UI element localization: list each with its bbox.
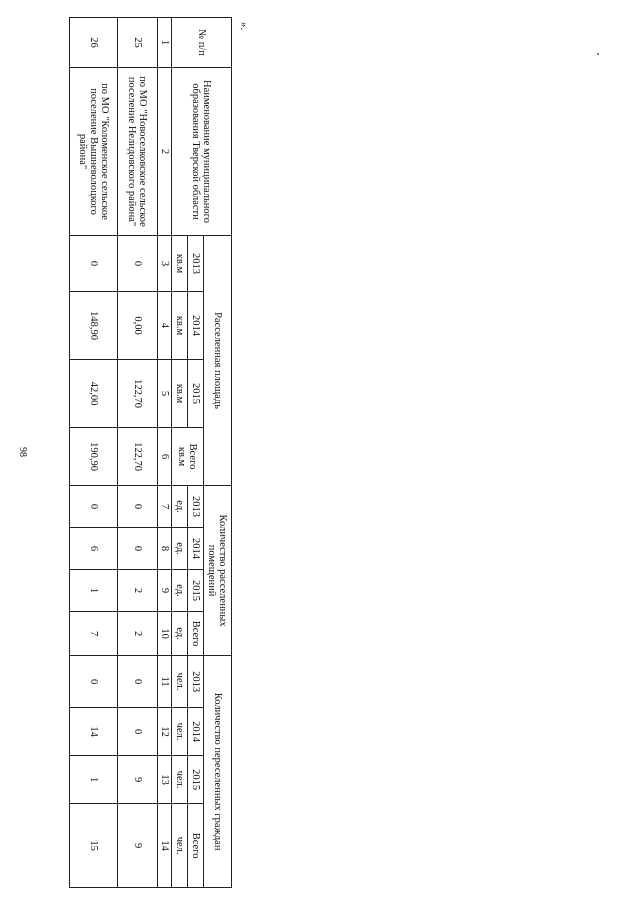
unit-citizens-total: чел. — [172, 804, 188, 888]
resettlement-table — [69, 17, 232, 888]
header-citizens-2015: 2015 — [188, 756, 204, 804]
header-citizens-group: Количество переселенных граждан — [204, 656, 232, 888]
header-premises-total: Всего — [188, 612, 204, 656]
unit-premises-2013: ед. — [172, 486, 188, 528]
cell-premises-total: 2 — [118, 612, 158, 656]
closing-mark: ». — [238, 21, 250, 31]
col-number: 2 — [158, 68, 172, 236]
header-num: № п/п — [172, 18, 232, 68]
col-number: 4 — [158, 292, 172, 360]
cell-citizens-2014: 14 — [70, 708, 118, 756]
cell-area-2013: 0 — [118, 236, 158, 292]
col-number: 5 — [158, 360, 172, 428]
unit-area-2014: кв.м — [172, 292, 188, 360]
cell-premises-2014: 0 — [118, 528, 158, 570]
cell-citizens-2015: 9 — [118, 756, 158, 804]
col-number: 8 — [158, 528, 172, 570]
cell-citizens-2014: 0 — [118, 708, 158, 756]
col-number: 6 — [158, 428, 172, 486]
cell-premises-total: 7 — [70, 612, 118, 656]
cell-area-2014: 148,90 — [70, 292, 118, 360]
unit-citizens-2015: чел. — [172, 756, 188, 804]
cell-citizens-2013: 0 — [118, 656, 158, 708]
rotated-table-region — [77, 17, 232, 887]
header-area-2015: 2015 — [188, 360, 204, 428]
cell-premises-2014: 6 — [70, 528, 118, 570]
cell-citizens-2013: 0 — [70, 656, 118, 708]
col-number: 12 — [158, 708, 172, 756]
unit-citizens-2014: чел. — [172, 708, 188, 756]
row-name: по МО "Новоселковское сельское поселение Нелидовского района" — [118, 68, 158, 236]
header-premises-2015: 2015 — [188, 570, 204, 612]
col-number: 1 — [158, 18, 172, 68]
unit-premises-2014: ед. — [172, 528, 188, 570]
col-number: 13 — [158, 756, 172, 804]
col-number: 7 — [158, 486, 172, 528]
header-area-group: Расселенная площадь — [204, 236, 232, 486]
scan-speck — [597, 53, 599, 55]
page-number: 98 — [17, 447, 28, 457]
row-name: по МО "Коломенское сельское поселение Вышневолоцкого района" — [70, 68, 118, 236]
cell-citizens-total: 15 — [70, 804, 118, 888]
header-area-total-unit: кв.м — [176, 446, 188, 467]
header-area-total — [172, 428, 204, 486]
cell-area-total: 190,90 — [70, 428, 118, 486]
cell-area-2015: 122,70 — [118, 360, 158, 428]
cell-premises-2015: 2 — [118, 570, 158, 612]
header-premises-2013: 2013 — [188, 486, 204, 528]
col-number: 3 — [158, 236, 172, 292]
unit-area-2015: кв.м — [172, 360, 188, 428]
header-citizens-2014: 2014 — [188, 708, 204, 756]
header-citizens-2013: 2013 — [188, 656, 204, 708]
header-premises-2014: 2014 — [188, 528, 204, 570]
table-row — [70, 18, 118, 888]
cell-citizens-2015: 1 — [70, 756, 118, 804]
header-name: Наименование муниципального образования Тверской области — [172, 68, 232, 236]
row-num: 26 — [70, 18, 118, 68]
col-number: 9 — [158, 570, 172, 612]
unit-area-2013: кв.м — [172, 236, 188, 292]
unit-premises-2015: ед. — [172, 570, 188, 612]
unit-premises-total: ед. — [172, 612, 188, 656]
unit-citizens-2013: чел. — [172, 656, 188, 708]
cell-area-2013: 0 — [70, 236, 118, 292]
col-number: 14 — [158, 804, 172, 888]
cell-area-2014: 0,00 — [118, 292, 158, 360]
table-row — [118, 18, 158, 888]
header-citizens-total: Всего — [188, 804, 204, 888]
header-area-2013: 2013 — [188, 236, 204, 292]
cell-area-total: 122,70 — [118, 428, 158, 486]
cell-premises-2013: 0 — [70, 486, 118, 528]
header-area-2014: 2014 — [188, 292, 204, 360]
col-number: 11 — [158, 656, 172, 708]
cell-area-2015: 42,00 — [70, 360, 118, 428]
table-rotator — [77, 17, 232, 887]
cell-citizens-total: 9 — [118, 804, 158, 888]
row-num: 25 — [118, 18, 158, 68]
cell-premises-2015: 1 — [70, 570, 118, 612]
header-premises-group: Количество расселенных помещений — [204, 486, 232, 656]
col-number: 10 — [158, 612, 172, 656]
cell-premises-2013: 0 — [118, 486, 158, 528]
header-area-total-label: Всего — [187, 443, 199, 470]
